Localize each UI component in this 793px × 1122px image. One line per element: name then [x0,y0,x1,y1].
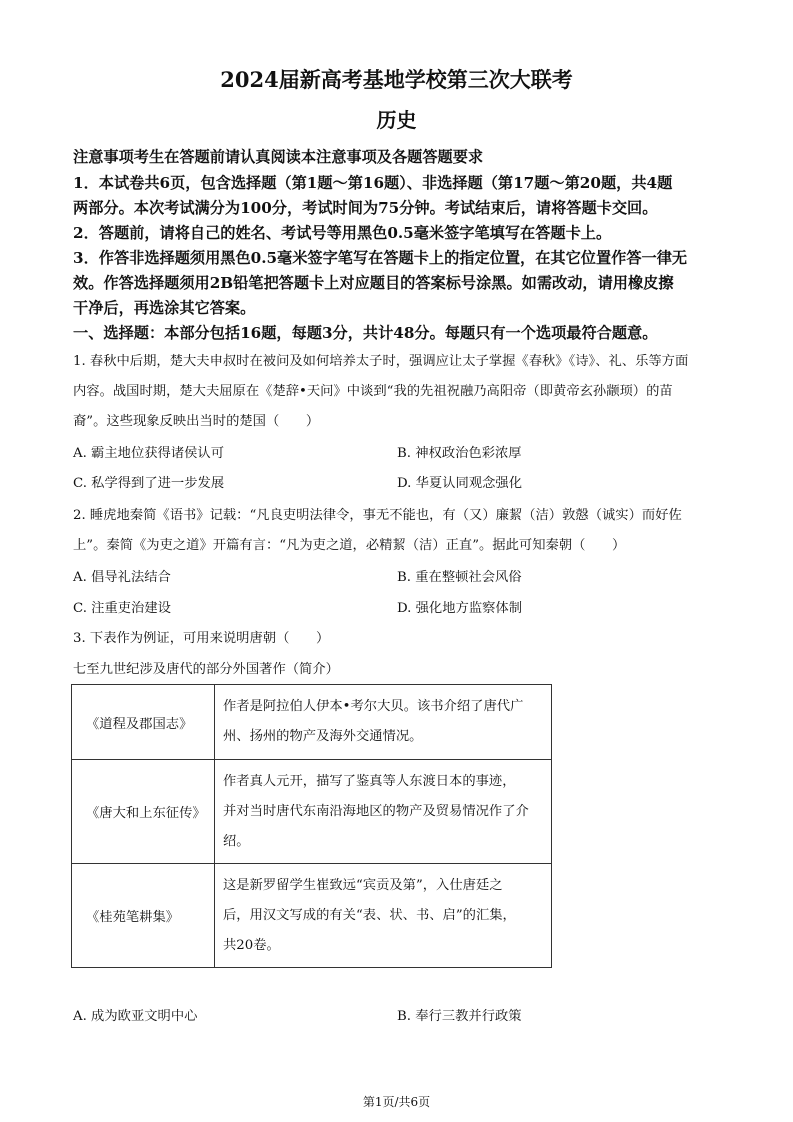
book-description [215,864,552,968]
q3-stem: 3. 下表作为例证，可用来说明唐朝（ ） [73,631,330,646]
subject-title: 历史 [376,108,417,132]
q3-option-a: A. 成为欧亚文明中心 [73,1009,198,1024]
notice-line: 3．作答非选择题须用黑色0.5毫米签字笔写在答题卡上的指定位置，在其它位置作答一律无 [73,249,688,267]
q2-option-b: B. 重在整顿社会风俗 [397,570,522,585]
q3-option-b: B. 奉行三教并行政策 [397,1009,522,1024]
section-heading: 一、选择题：本部分包括16题，每题3分，共计48分。每题只有一个选项最符合题意。 [73,324,658,342]
description-line: 并对当时唐代东南沿海地区的物产及贸易情况作了介 [223,803,529,819]
q1-option-a: A. 霸主地位获得诸侯认可 [73,446,225,461]
notice-heading: 注意事项考生在答题前请认真阅读本注意事项及各题答题要求 [73,148,484,166]
q1-option-d: D. 华夏认同观念强化 [397,476,523,491]
table-row [72,685,552,760]
foreign-works-table [71,684,552,968]
q2-stem-line: 上”。秦简《为吏之道》开篇有言：“凡为吏之道，必精絜（洁）正直”。据此可知秦朝（ ） [73,538,626,553]
description-line: 作者真人元开，描写了鉴真等人东渡日本的事迹， [223,773,516,789]
exam-title: 2024届新高考基地学校第三次大联考 [220,67,573,92]
table-row [72,864,552,968]
description-line: 州、扬州的物产及海外交通情况。 [223,729,423,744]
notice-line: 效。作答选择题须用2B铅笔把答题卡上对应题目的答案标号涂黑。如需改动，请用橡皮擦 [73,274,674,292]
q1-stem-line: 1. 春秋中后期，楚大夫申叔时在被问及如何培养太子时，强调应让太子掌握《春秋》《诗》、礼、乐等方面 [73,354,689,369]
q2-option-a: A. 倡导礼法结合 [73,570,171,585]
q1-stem-line: 内容。战国时期，楚大夫屈原在《楚辞•天问》中谈到“我的先祖祝融乃高阳帝（即黄帝玄孙颛顼）的苗 [73,384,673,399]
table-caption: 七至九世纪涉及唐代的部分外国著作（简介） [73,662,339,677]
q1-option-b: B. 神权政治色彩浓厚 [397,446,522,461]
description-line: 作者是阿拉伯人伊本•考尔大贝。该书介绍了唐代广 [223,699,524,714]
book-title: 《唐大和上东征传》 [72,760,215,864]
notice-line: 1．本试卷共6页，包含选择题（第1题～第16题）、非选择题（第17题～第20题，共4题 [73,174,673,192]
description-line: 这是新罗留学生崔致远“宾贡及第”，入仕唐廷之 [223,877,503,893]
page-footer: 第1页/共6页 [362,1095,431,1109]
notice-line: 2．答题前，请将自己的姓名、考试号等用黑色0.5毫米签字笔填写在答题卡上。 [73,224,612,242]
q2-option-c: C. 注重吏治建设 [73,601,171,616]
table-row [72,760,552,864]
book-title: 《桂苑笔耕集》 [72,864,215,968]
q1-stem-line: 裔”。这些现象反映出当时的楚国（ ） [73,414,320,429]
notice-line: 干净后，再选涂其它答案。 [73,299,256,317]
book-description [215,685,552,760]
description-line: 后，用汉文写成的有关“表、状、书、启”的汇集， [223,907,516,923]
q2-stem-line: 2. 睡虎地秦简《语书》记载：“凡良吏明法律令，事无不能也，有（又）廉絜（洁）敦慤（诚实）而好佐 [73,508,682,523]
description-line: 共20卷。 [223,937,280,953]
description-line: 绍。 [223,833,250,849]
book-description [215,760,552,864]
q2-option-d: D. 强化地方监察体制 [397,601,523,616]
q1-option-c: C. 私学得到了进一步发展 [73,476,225,491]
notice-line: 两部分。本次考试满分为100分，考试时间为75分钟。考试结束后，请将答题卡交回。 [73,199,658,217]
book-title: 《道程及郡国志》 [72,685,215,760]
